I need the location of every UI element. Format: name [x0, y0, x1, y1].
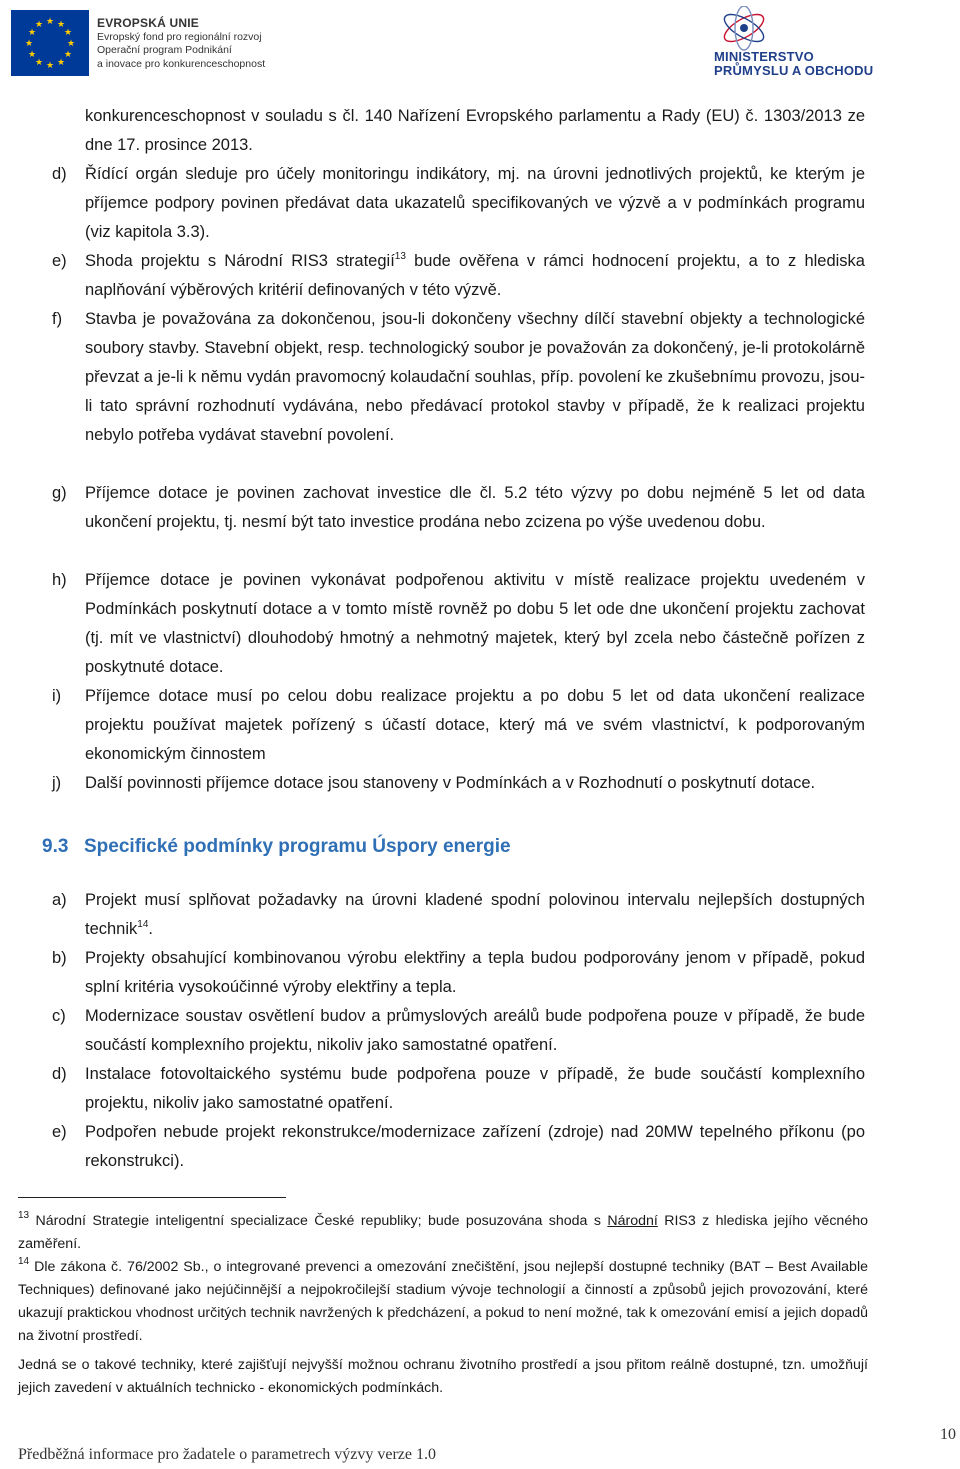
text-part: . [148, 920, 153, 938]
list-label: d) [52, 165, 67, 183]
eu-fund: Evropský fond pro regionální rozvoj [97, 30, 262, 43]
text-part: Shoda projektu s Národní RIS3 strategií [85, 252, 395, 270]
footnote-text: Dle zákona č. 76/2002 Sb., o integrované prevenci a omezování znečištění, jsou nejlepší dostupné techniky (BAT – Best Available Techniques) definované jako nejúčinnější a nejpokročilejší stadium vývoje technologií a činností a způsobů jejich provozování, které ukazují praktickou vhodnost určitých technik navržených k předcházení, a pokud to není možné, tak k omezování emisí a jejich dopadů na životní prostředí. [18, 1259, 868, 1344]
continued-paragraph: konkurenceschopnost v souladu s čl. 140 Nařízení Evropského parlamentu a Rady (EU) č. 1303/2013 ze dne 17. prosince 2013. [85, 107, 865, 154]
svg-text:★: ★ [56, 58, 66, 68]
svg-text:★: ★ [45, 61, 55, 71]
svg-text:★: ★ [63, 28, 73, 38]
footnote-14-continued: Jedná se o takové techniky, které zajišťují nejvyšší možnou ochranu životního prostředí a jsou přitom reálně dostupné, tzn. umožňují jejich zavedení v aktuálních technicko - ekonomických podmínkách. [18, 1357, 868, 1396]
svg-text:★: ★ [34, 58, 44, 68]
footnote-separator [18, 1197, 286, 1198]
svg-text:★: ★ [63, 50, 73, 60]
footnote-13 [18, 1210, 868, 1256]
eu-program-text [97, 17, 265, 71]
list-text: Modernizace soustav osvětlení budov a průmyslových areálů bude podpořena pouze v případě, že bude součástí komplexního projektu, nikoliv jako samostatné opatření. [85, 1007, 865, 1054]
svg-text:★: ★ [56, 20, 66, 30]
list-label: e) [52, 252, 67, 270]
text-part: bude ověřena v rámci hodnocení projektu, a to z hlediska naplňování výběrových kritérií definovaných v této výzvě. [85, 252, 865, 299]
list-text: Instalace fotovoltaického systému bude podpořena pouze v případě, že bude součástí komplexního projektu, nikoliv jako samostatné opatření. [85, 1065, 865, 1112]
eu-program-2: a inovace pro konkurenceschopnost [97, 57, 266, 70]
footnote-text: RIS3 z hlediska jejího věcného zaměření. [18, 1213, 868, 1252]
svg-text:★: ★ [27, 28, 37, 38]
list-label: c) [52, 1007, 66, 1025]
list-label: e) [52, 1123, 67, 1141]
list-text: Podpořen nebude projekt rekonstrukce/modernizace zařízení (zdroje) nad 20MW tepelného příkonu (po rekonstrukci). [85, 1123, 865, 1170]
mpo-name [714, 50, 873, 78]
page-header [0, 0, 960, 90]
mpo-line-1: MINISTERSTVO [714, 49, 814, 64]
svg-text:★: ★ [45, 17, 55, 27]
footnote-text: Národní Strategie inteligentní specializace České republiky; bude posuzována shoda s [29, 1213, 608, 1229]
svg-text:★: ★ [66, 39, 76, 49]
mpo-line-2: PRŮMYSLU A OBCHODU [714, 63, 874, 78]
page-number: 10 [940, 1426, 956, 1443]
footnotes [18, 1210, 868, 1400]
footnote-mark: 14 [18, 1256, 30, 1267]
list-text: Stavba je považována za dokončenou, jsou-li dokončeny všechny dílčí stavební objekty a technologické soubory stavby. Stavební objekt, resp. technologický soubor je považován za dokončený, je-li protokolárně převzat a je-li k němu vydán pravomocný kolaudační souhlas, příp. povolení ke zkušebnímu provozu, jsou-li tato správní rozhodnutí vydávána, nebo předávací protokol stavby v případě, že k realizaci projektu nebylo potřeba vydávat stavební povolení. [85, 310, 865, 444]
list-label: i) [52, 687, 62, 705]
footnote-underlined: Národní [607, 1213, 658, 1229]
page-footer-text: Předběžná informace pro žadatele o parametrech výzvy verze 1.0 [18, 1446, 436, 1463]
list-text: Řídící orgán sleduje pro účely monitoringu indikátory, mj. na úrovni jednotlivých projektů, ke kterým je příjemce podpory povinen předávat data ukazatelů specifikovaných ve výzvě a v podmínkách programu (viz kapitola 3.3). [85, 165, 865, 241]
eu-title: EVROPSKÁ UNIE [97, 16, 199, 30]
eu-program: Operační program Podnikání [97, 44, 232, 56]
list-text: Příjemce dotace je povinen vykonávat podpořenou aktivitu v místě realizace projektu uvedeném v Podmínkách poskytnutí dotace a v tomto místě rovněž po dobu 5 let ode dne ukončení projektu zachovat (tj. mít ve vlastnictví) dlouhodobý hmotný a nehmotný majetek, který byl zcela nebo částečně pořízen z poskytnuté dotace. [85, 571, 865, 676]
list-label: j) [52, 774, 62, 792]
list-text [85, 886, 865, 944]
svg-text:★: ★ [27, 50, 37, 60]
list-text: Příjemce dotace musí po celou dobu realizace projektu a po dobu 5 let od data ukončení realizace projektu používat majetek pořízený s účastí dotace, který má ve svém vlastnictví, k podporovaným ekonomickým činnostem [85, 687, 865, 763]
eu-flag-logo [11, 10, 89, 76]
footnote-ref-13[interactable]: 13 [394, 251, 406, 262]
list-label: b) [52, 949, 67, 967]
svg-text:★: ★ [24, 39, 34, 49]
list-label: f) [52, 310, 63, 328]
list-label: a) [52, 891, 67, 909]
text-part: Projekt musí splňovat požadavky na úrovni kladené spodní polovinou intervalu nejlepších dostupných technik [85, 891, 865, 938]
section-title: Specifické podmínky programu Úspory energie [84, 836, 511, 857]
list-text: Příjemce dotace je povinen zachovat investice dle čl. 5.2 této výzvy po dobu nejméně 5 let od data ukončení projektu, tj. nesmí být tato investice prodána nebo zcizena po výše uvedenou dobu. [85, 484, 865, 531]
list-text: Další povinnosti příjemce dotace jsou stanoveny v Podmínkách a v Rozhodnutí o poskytnutí dotace. [85, 774, 816, 792]
list-label: g) [52, 484, 67, 502]
list-text [85, 247, 865, 305]
footnote-mark: 13 [18, 1210, 30, 1221]
list-label: d) [52, 1065, 67, 1083]
list-text: Projekty obsahující kombinovanou výrobu elektřiny a tepla budou podporovány jenom v případě, pokud splní kritéria vysokoúčinné výroby elektřiny a tepla. [85, 949, 865, 996]
eu-stars-icon [11, 10, 89, 76]
section-number: 9.3 [42, 836, 69, 857]
footnote-14 [18, 1256, 868, 1348]
section-heading [42, 836, 511, 858]
svg-text:★: ★ [34, 20, 44, 30]
footnote-ref-14[interactable]: 14 [137, 919, 149, 930]
list-label: h) [52, 571, 67, 589]
